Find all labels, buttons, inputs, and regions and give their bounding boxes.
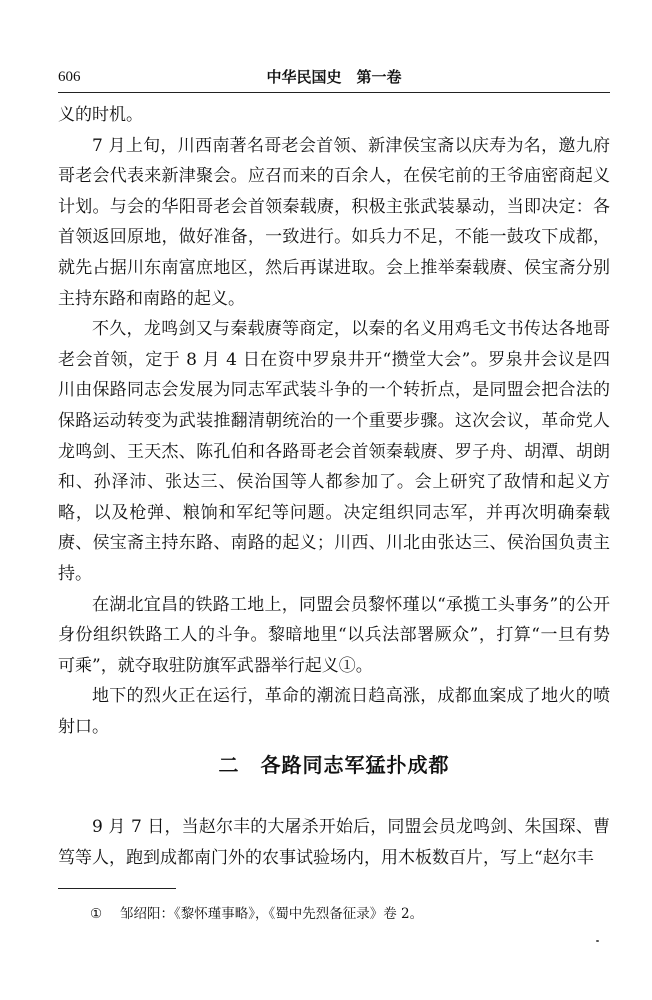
footnote [90,904,590,924]
page-number: 606 [58,69,81,85]
running-title: 中华民国史 第一卷 [266,68,402,86]
running-head [58,66,610,90]
paragraph: 在湖北宜昌的铁路工地上，同盟会员黎怀瑾以“承揽工头事务”的公开身份组织铁路工人的斗争。黎暗地里“以兵法部署厥众”，打算“一旦有势可乘”，就夺取驻防旗军武器举行起义①。 [58,594,610,676]
scan-speck [596,940,599,942]
body-text [58,100,610,742]
footnote-rule [58,888,176,889]
paragraph-continued: 义的时机。 [58,105,143,125]
section-heading: 二 各路同志军猛扑成都 [218,753,450,777]
section-body [58,812,610,874]
footnote-marker: ① [90,906,103,922]
header-rule [58,92,610,93]
paragraph: 7 月上旬，川西南著名哥老会首领、新津侯宝斋以庆寿为名，邀九府哥老会代表来新津聚会。应召而来的百余人，在侯宅前的王爷庙密商起义计划。与会的华阳哥老会首领秦载赓，积极主张武装暴动，当即决定：各首领返回原地，做好准备，一致进行。如兵力不足，不能一鼓攻下成都，就先占据川东南富庶地区，然后再谋进取。会上推举秦载赓、侯宝斋分别主持东路和南路的起义。 [58,135,610,309]
paragraph: 9 月 7 日，当赵尔丰的大屠杀开始后，同盟会员龙鸣剑、朱国琛、曹笃等人，跑到成都南门外的农事试验场内，用木板数百片，写上“赵尔丰 [58,817,610,868]
paragraph: 不久，龙鸣剑又与秦载赓等商定，以秦的名义用鸡毛文书传达各地哥老会首领，定于 8 月 4 日在资中罗泉井开“攒堂大会”。罗泉井会议是四川由保路同志会发展为同志军武装斗争的一个转折点，是同盟会把合法的保路运动转变为武装推翻清朝统治的一个重要步骤。这次会议，革命党人龙鸣剑、王天杰、陈孔伯和各路哥老会首领秦载赓、罗子舟、胡潭、胡朗和、孙泽沛、张达三、侯治国等人都参加了。会上研究了敌情和起义方略，以及枪弹、粮饷和军纪等问题。决定组织同志军，并再次明确秦载赓、侯宝斋主持东路、南路的起义；川西、川北由张达三、侯治国负责主持。 [58,319,610,584]
paragraph: 地下的烈火正在运行，革命的潮流日趋高涨，成都血案成了地火的喷射口。 [58,686,610,737]
footnote-text: 邹绍阳：《黎怀瑾事略》，《蜀中先烈备征录》卷 2。 [120,906,424,922]
